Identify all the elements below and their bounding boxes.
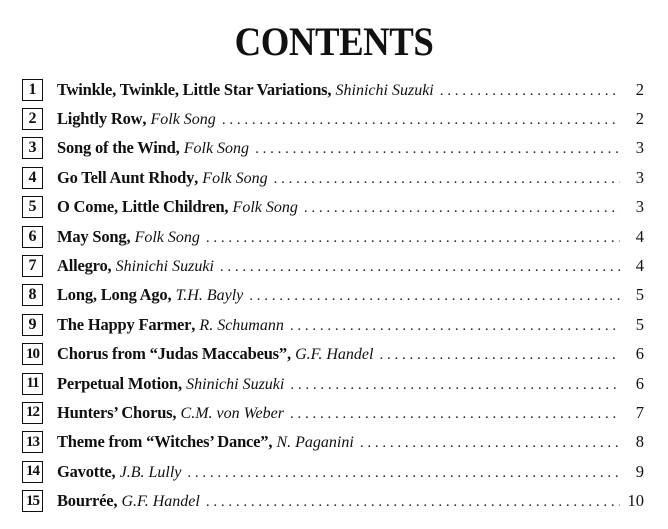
composer-name: Shinichi Suzuki <box>115 258 214 276</box>
song-title: Twinkle, Twinkle, Little Star Variations <box>57 79 328 99</box>
entry-line <box>57 285 626 305</box>
entry-line <box>57 168 626 188</box>
page-number: 6 <box>635 344 644 364</box>
entry-comma: , <box>111 461 116 481</box>
entry-line <box>57 344 626 364</box>
composer-name: N. Paganini <box>276 434 354 452</box>
composer-name: G.F. Handel <box>295 346 374 364</box>
page-number: 4 <box>635 226 644 246</box>
entry-line <box>57 80 626 100</box>
entry-number: 12 <box>22 402 43 424</box>
contents-entry <box>22 281 644 310</box>
entry-comma: , <box>113 491 118 511</box>
page-number: 8 <box>635 432 644 452</box>
entry-line <box>57 432 626 452</box>
entry-number: 15 <box>22 490 43 512</box>
page-number: 10 <box>627 491 644 511</box>
entry-comma: , <box>167 285 172 305</box>
composer-name: C.M. von Weber <box>180 404 284 422</box>
composer-name: G.F. Handel <box>121 493 200 511</box>
page-number: 2 <box>635 79 644 99</box>
page-number: 6 <box>635 373 644 393</box>
song-title: Bourrée <box>57 491 114 511</box>
dot-leader <box>220 259 620 276</box>
entry-line <box>57 491 626 511</box>
dot-leader <box>379 347 620 364</box>
entry-number: 6 <box>22 226 43 248</box>
dot-leader <box>206 230 620 247</box>
composer-name: Folk Song <box>183 140 250 158</box>
song-title: Perpetual Motion <box>57 373 178 393</box>
entry-comma: , <box>142 109 147 129</box>
entry-comma: , <box>126 226 131 246</box>
page-number: 5 <box>635 285 644 305</box>
contents-entry <box>22 369 644 398</box>
entry-line <box>57 374 626 394</box>
entry-line <box>57 315 626 335</box>
dot-leader <box>290 377 620 394</box>
composer-name: Folk Song <box>134 228 200 246</box>
dot-leader <box>274 171 620 188</box>
composer-name: J.B. Lully <box>119 463 182 481</box>
page-number: 9 <box>635 461 644 481</box>
song-title: Go Tell Aunt Rhody <box>57 167 195 187</box>
dot-leader <box>249 288 620 305</box>
dot-leader <box>222 112 620 129</box>
song-title: Gavotte <box>57 461 112 481</box>
contents-entry <box>22 75 644 104</box>
entry-line <box>57 197 626 217</box>
contents-entry <box>22 251 644 280</box>
entry-line <box>57 462 626 482</box>
contents-entry <box>22 428 644 457</box>
entry-line <box>57 256 626 276</box>
entry-number: 14 <box>22 461 43 483</box>
song-title: May Song <box>57 226 127 246</box>
contents-entry <box>22 222 644 251</box>
entry-comma: , <box>268 432 273 452</box>
entry-comma: , <box>327 79 332 99</box>
song-title: Allegro <box>57 256 108 276</box>
dot-leader <box>440 83 620 100</box>
contents-entry <box>22 457 644 486</box>
entry-number: 13 <box>22 431 43 453</box>
page-title: CONTENTS <box>234 19 434 64</box>
entry-number: 9 <box>22 314 43 336</box>
entry-line <box>57 138 626 158</box>
entry-line <box>57 227 626 247</box>
entry-number: 8 <box>22 284 43 306</box>
dot-leader <box>290 406 620 423</box>
contents-entry <box>22 398 644 427</box>
entry-number: 1 <box>22 79 43 101</box>
entry-number: 10 <box>22 343 43 365</box>
entry-comma: , <box>224 197 229 217</box>
composer-name: Folk Song <box>150 111 216 129</box>
entry-comma: , <box>178 373 183 393</box>
dot-leader <box>187 465 620 482</box>
composer-name: T.H. Bayly <box>175 287 244 305</box>
entry-comma: , <box>107 256 112 276</box>
dot-leader <box>255 141 620 158</box>
dot-leader <box>206 494 620 511</box>
entry-number: 3 <box>22 137 43 159</box>
entry-comma: , <box>286 344 292 364</box>
entry-comma: , <box>172 402 177 422</box>
contents-entry <box>22 193 644 222</box>
song-title: Long, Long Ago <box>57 285 168 305</box>
entry-comma: , <box>194 167 199 187</box>
page-number: 3 <box>635 197 644 217</box>
contents-entry <box>22 163 644 192</box>
page-number: 3 <box>635 138 644 158</box>
composer-name: R. Schumann <box>199 316 284 334</box>
song-title: Hunters’ Chorus <box>57 402 173 422</box>
page-number: 4 <box>635 256 644 276</box>
dot-leader <box>290 318 620 335</box>
dot-leader <box>360 435 620 452</box>
entry-number: 2 <box>22 108 43 130</box>
page-number: 5 <box>635 314 644 334</box>
entry-number: 5 <box>22 196 43 218</box>
page-number: 2 <box>635 109 644 129</box>
song-title: Song of the Wind <box>57 138 176 158</box>
entry-number: 4 <box>22 167 43 189</box>
contents-entry <box>22 340 644 369</box>
entry-line <box>57 109 626 129</box>
entry-number: 7 <box>22 255 43 277</box>
song-title: The Happy Farmer <box>57 314 192 334</box>
entry-line <box>57 403 626 423</box>
song-title: Theme from “Witches’ Dance” <box>57 432 269 452</box>
song-title: Lightly Row <box>57 109 143 129</box>
page-number: 7 <box>635 402 644 422</box>
entry-comma: , <box>191 314 196 334</box>
entry-number: 11 <box>22 373 43 395</box>
page-number: 3 <box>635 167 644 187</box>
song-title: O Come, Little Children <box>57 197 225 217</box>
entry-comma: , <box>175 138 180 158</box>
dot-leader <box>304 200 620 217</box>
composer-name: Folk Song <box>232 199 298 217</box>
contents-list <box>22 75 644 516</box>
contents-entry <box>22 310 644 339</box>
composer-name: Shinichi Suzuki <box>186 375 285 393</box>
contents-entry <box>22 134 644 163</box>
composer-name: Shinichi Suzuki <box>335 81 434 99</box>
contents-entry <box>22 104 644 133</box>
song-title: Chorus from “Judas Maccabeus” <box>57 344 287 364</box>
composer-name: Folk Song <box>202 169 268 187</box>
contents-entry <box>22 486 644 515</box>
